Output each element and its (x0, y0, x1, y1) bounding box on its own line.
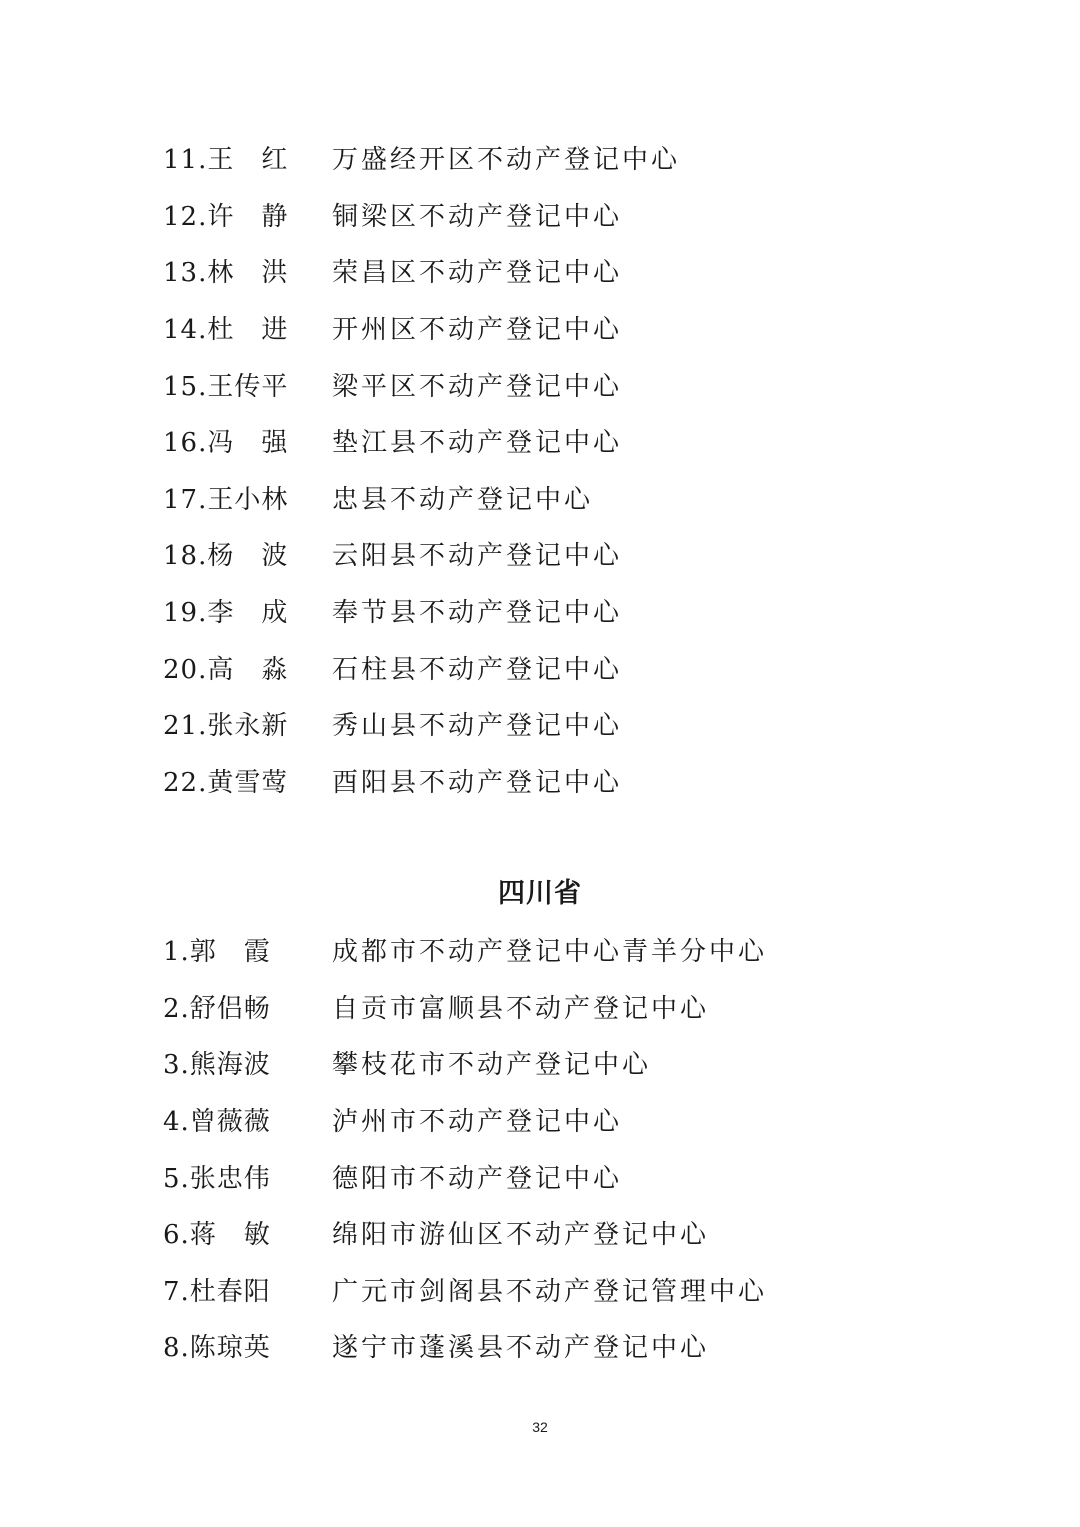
entry-name: 1.郭 霞 (163, 937, 271, 968)
entry-organization: 奉节县不动产登记中心 (332, 598, 623, 629)
entry-name: 15.王传平 (163, 371, 289, 402)
list-item (163, 1037, 923, 1094)
entry-organization: 铜梁区不动产登记中心 (332, 201, 623, 232)
entry-name: 6.蒋 敏 (163, 1220, 271, 1251)
entry-organization: 德阳市不动产登记中心 (332, 1163, 623, 1194)
entry-name: 12.许 静 (163, 201, 289, 232)
section-heading: 四川省 (498, 878, 582, 909)
entry-organization: 垫江县不动产登记中心 (332, 428, 623, 459)
entry-name: 5.张忠伟 (163, 1163, 271, 1194)
list-item (163, 1207, 923, 1264)
list-item (163, 415, 923, 472)
list-item (163, 358, 923, 415)
entry-organization: 云阳县不动产登记中心 (332, 541, 623, 572)
entry-name: 4.曾薇薇 (163, 1107, 271, 1138)
entry-name: 21.张永新 (163, 711, 289, 742)
list-item (163, 472, 923, 529)
entry-name: 2.舒侣畅 (163, 993, 271, 1024)
name-list-continued (163, 132, 923, 811)
entry-organization: 秀山县不动产登记中心 (332, 711, 623, 742)
entry-name: 8.陈琼英 (163, 1333, 271, 1364)
list-item (163, 132, 923, 189)
entry-name: 22.黄雪莺 (163, 767, 289, 798)
entry-organization: 绵阳市游仙区不动产登记中心 (332, 1220, 710, 1251)
entry-name: 16.冯 强 (163, 428, 289, 459)
entry-organization: 攀枝花市不动产登记中心 (332, 1050, 652, 1081)
entry-organization: 遂宁市蓬溪县不动产登记中心 (332, 1333, 710, 1364)
name-list-sichuan (163, 924, 923, 1377)
list-item (163, 1320, 923, 1377)
entry-name: 7.杜春阳 (163, 1276, 271, 1307)
entry-name: 17.王小林 (163, 484, 289, 515)
entry-name: 18.杨 波 (163, 541, 289, 572)
entry-organization: 荣昌区不动产登记中心 (332, 258, 623, 289)
entry-organization: 万盛经开区不动产登记中心 (332, 145, 681, 176)
entry-name: 3.熊海波 (163, 1050, 271, 1081)
entry-name: 13.林 洪 (163, 258, 289, 289)
entry-name: 11.王 红 (163, 145, 289, 176)
entry-name: 20.高 淼 (163, 654, 289, 685)
entry-organization: 开州区不动产登记中心 (332, 315, 623, 346)
list-item (163, 1094, 923, 1151)
entry-organization: 泸州市不动产登记中心 (332, 1107, 623, 1138)
list-item (163, 698, 923, 755)
entry-organization: 自贡市富顺县不动产登记中心 (332, 993, 710, 1024)
entry-organization: 酉阳县不动产登记中心 (332, 767, 623, 798)
list-item (163, 1264, 923, 1321)
list-item (163, 528, 923, 585)
list-item (163, 755, 923, 812)
list-item (163, 245, 923, 302)
list-item (163, 189, 923, 246)
entry-name: 14.杜 进 (163, 315, 289, 346)
list-item (163, 1150, 923, 1207)
entry-organization: 梁平区不动产登记中心 (332, 371, 623, 402)
entry-organization: 广元市剑阁县不动产登记管理中心 (332, 1276, 768, 1307)
list-item (163, 924, 923, 981)
list-item (163, 981, 923, 1038)
entry-organization: 成都市不动产登记中心青羊分中心 (332, 937, 768, 968)
entry-name: 19.李 成 (163, 598, 289, 629)
list-item (163, 302, 923, 359)
page-number: 32 (532, 1419, 548, 1435)
entry-organization: 石柱县不动产登记中心 (332, 654, 623, 685)
list-item (163, 585, 923, 642)
list-item (163, 641, 923, 698)
entry-organization: 忠县不动产登记中心 (332, 484, 594, 515)
